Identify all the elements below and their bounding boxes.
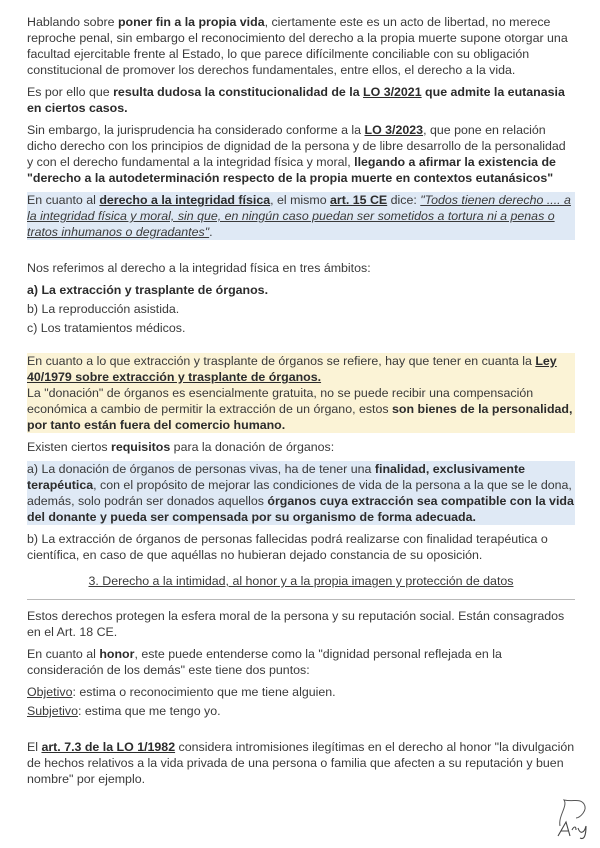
paragraph-organ-law	[27, 353, 575, 433]
paragraph-objective	[27, 684, 575, 700]
text: Existen ciertos	[27, 440, 112, 454]
paragraph-honor	[27, 646, 575, 678]
paragraph-living-donors	[27, 461, 575, 525]
law-reference: Ley 40/1979 sobre extracción y trasplante de órganos.	[27, 354, 557, 384]
text: : estima que me tengo yo.	[77, 704, 221, 718]
text: Hablando sobre	[27, 15, 118, 29]
text: para la donación de órganos:	[170, 440, 335, 454]
paragraph-jurisprudence	[27, 122, 575, 186]
text: : estima o reconocimiento que me tiene alguien.	[72, 685, 336, 699]
list-item: a) La extracción y trasplante de órganos.	[27, 283, 269, 297]
bold-text: requisitos	[111, 440, 171, 454]
paragraph-deceased-donors: b) La extracción de órganos de personas fallecidas podrá realizarse con finalidad terapéutica o científica, en caso de que aquéllas no hubieran dejado constancia de su oposición.	[27, 532, 548, 562]
text: considera intromisiones ilegítimas en el derecho al honor "la divulgación de hechos relativos a la vida privada de una persona o familia que afecten a su reputación y buen nombre" por ejemplo.	[27, 740, 575, 786]
paragraph-assisted-death	[27, 14, 575, 78]
paragraph-requirements	[27, 439, 575, 455]
term-reference: derecho a la integridad física	[99, 193, 271, 207]
divider	[27, 599, 575, 600]
section-title-text: 3. Derecho a la intimidad, al honor y a la propia imagen y protección de datos	[88, 574, 514, 588]
paragraph-article-7-3	[27, 739, 575, 787]
text: , ciertamente este es un acto de libertad, no merece reproche penal, sin embargo el reconocimiento del derecho a la propia muerte supone otorgar una facultad ejercitable frente al Estado, lo que parece difícilmente conciliable con su obligación constitucional de promover los derechos fundamentales, entre ellos, el derecho a la vida.	[27, 15, 568, 77]
paragraph-constitutionality	[27, 84, 575, 116]
text: .	[209, 225, 213, 239]
bold-text: finalidad, exclusivamente terapéutica	[27, 462, 525, 492]
text: a) La donación de órganos de personas vivas, ha de tener una	[27, 462, 375, 476]
paragraph-subjective	[27, 703, 575, 719]
law-reference: art. 15 CE	[330, 193, 388, 207]
text: La "donación" de órganos es esencialmente gratuita, no se puede recibir una compensación económica a cambio de permitir la extracción de un órgano, estos	[27, 386, 534, 416]
text: En cuanto a lo que extracción y trasplante de órganos se refiere, hay que tener en cuanta la	[27, 354, 536, 368]
text: , el mismo	[270, 193, 331, 207]
law-reference: art. 7.3 de la LO 1/1982	[41, 740, 176, 754]
law-reference: LO 3/2021	[363, 85, 422, 99]
document-page	[27, 14, 575, 793]
text: En cuanto al	[27, 193, 100, 207]
signature-icon	[550, 796, 594, 840]
paragraph-moral-sphere: Estos derechos protegen la esfera moral de la persona y su reputación social. Están consagrados en el Art. 18 CE.	[27, 609, 565, 639]
term-label: Subjetivo	[27, 704, 78, 718]
text: dice:	[387, 193, 421, 207]
quote-text: "Todos tienen derecho .... a la integridad física y moral, sin que, en ningún caso puedan ser sometidos a tortura ni a penas o tratos inhumanos o degradantes"	[27, 193, 571, 239]
bold-text: poner fin a la propia vida	[117, 15, 265, 29]
text: El	[27, 740, 42, 754]
text: , este puede entenderse como la "dignidad personal reflejada en la consideración de los demás" este tiene dos puntos:	[27, 647, 502, 677]
list-item: c) Los tratamientos médicos.	[27, 321, 186, 335]
bold-text: llegando a afirmar la existencia de "derecho a la autodeterminación respecto de la propia muerte en contextos eutanásicos"	[27, 155, 556, 185]
term-label: Objetivo	[27, 685, 73, 699]
text: , que pone en relación dicho derecho con los principios de dignidad de la persona y de libre desarrollo de la personalidad y con el derecho fundamental a la integridad física y moral,	[27, 123, 566, 169]
bold-text: son bienes de la personalidad, por tanto están fuera del comercio humano.	[27, 402, 573, 432]
paragraph-physical-integrity	[27, 192, 575, 240]
text: En cuanto al	[27, 647, 100, 661]
text: Es por ello que	[27, 85, 114, 99]
law-reference: LO 3/2023	[364, 123, 424, 137]
bold-text: órganos cuya extracción sea compatible con la vida del donante y pueda ser compensada por su organismo de forma adecuada.	[27, 494, 574, 524]
list-item: b) La reproducción asistida.	[27, 302, 180, 316]
paragraph-three-areas: Nos referimos al derecho a la integridad física en tres ámbitos:	[27, 261, 371, 275]
areas-list	[27, 282, 575, 336]
bold-text: que admite la eutanasia en ciertos casos.	[27, 85, 565, 115]
text: Sin embargo, la jurisprudencia ha considerado conforme a la	[27, 123, 365, 137]
bold-text: resulta dudosa la constitucionalidad de la	[113, 85, 364, 99]
section-heading	[27, 573, 575, 589]
text: , con el propósito de mejorar las condiciones de vida de la persona a la que se le dona, además, solo podrán ser donados aquellos	[27, 478, 572, 508]
bold-text: honor	[99, 647, 135, 661]
